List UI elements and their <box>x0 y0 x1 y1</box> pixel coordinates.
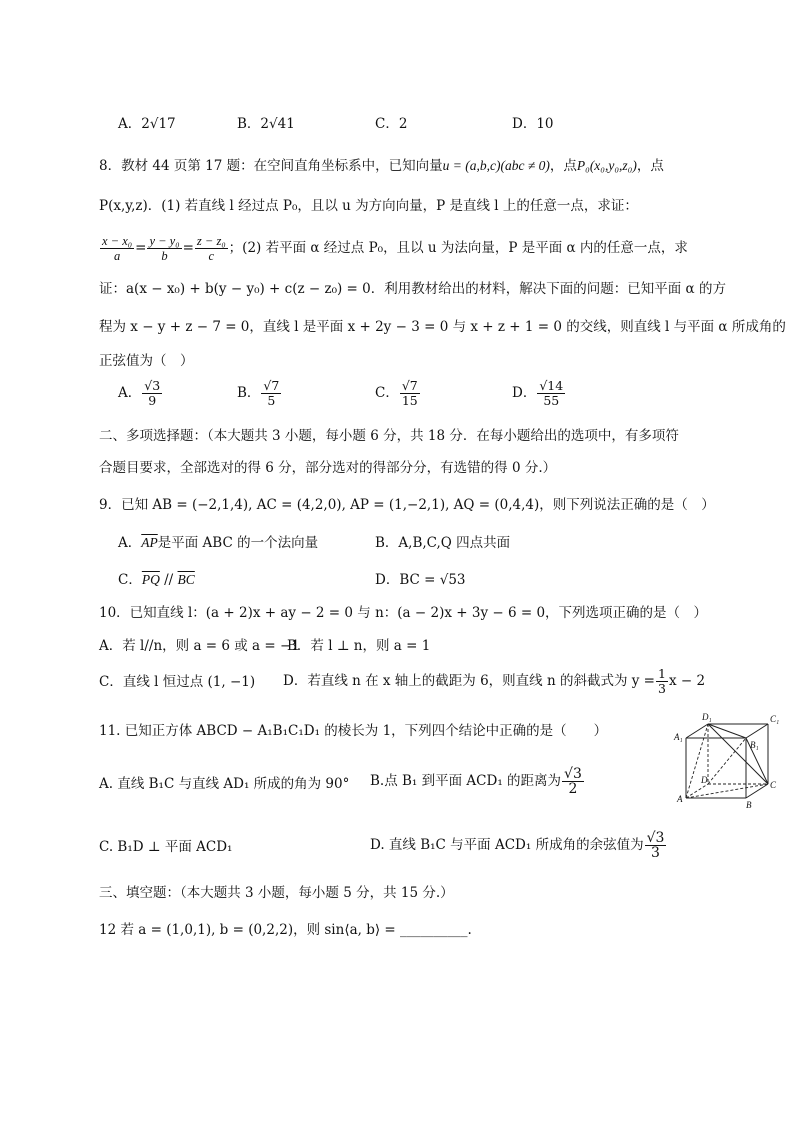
cube-label-b: B <box>746 800 752 810</box>
section2-heading-line-2: 合题目要求，全部选对的得 6 分，部分选对的得部分分，有选错的得 0 分.） <box>99 460 557 476</box>
q8-line-4: 证：a(x − x₀) + b(y − y₀) + c(z − z₀) = 0．利用教材给出的材料，解决下面的问题：已知平面 α 的方 <box>99 281 726 297</box>
q9-vector-ap: $\overline{AP}$ <box>141 535 158 550</box>
q11-option-b: B.点 B₁ 到平面 ACD₁ 的距离为 $\frac{√3}{2}$ <box>370 766 582 797</box>
q8-fraction-y: $\frac{\text{y − y₀}}{b}$ <box>149 234 180 263</box>
cube-figure <box>672 710 784 812</box>
q8-line-1 <box>99 157 664 175</box>
cube-label-b1: B₁ <box>750 740 759 750</box>
q8-option-b: B． $\frac{√7}{5}$ <box>237 378 280 408</box>
q12-text: 12 若 a = (1,0,1), b = (0,2,2)，则 sin⟨a, b⟩ = __________. <box>99 922 472 938</box>
q9-vector-bc: $\overline{BC}$ <box>177 572 195 587</box>
q9-stem: 9．已知 AB = (−2,1,4), AC = (4,2,0), AP = (1,−2,1), AQ = (0,4,4)，则下列说法正确的是（ ） <box>99 497 715 513</box>
q8-option-c-fraction: $\frac{√7}{15}$ <box>401 378 418 408</box>
q8-fraction-z: $\frac{\text{z − z₀}}{c}$ <box>196 234 226 263</box>
q11-option-d: D. 直线 B₁C 与平面 ACD₁ 所成角的余弦值为 $\frac{√3}{3}$ <box>370 830 665 861</box>
q8-line-3: $\frac{\text{x − x₀}}{a}$ = $\frac{\text{y − y₀}}{b}$ = $\frac{\text{z − z₀}}{c}$ ；(2) 若平面 α 经过点 P₀，且以 u 为法向量，P 是平面 α 内的任意一点，求 <box>102 234 688 263</box>
q8-line-6: 正弦值为（ ） <box>99 353 194 369</box>
q10-option-d-fraction: $\frac{1}{3}$ <box>657 666 666 696</box>
cube-label-a1: A₁ <box>674 732 683 742</box>
q10-stem: 10．已知直线 l：(a + 2)x + ay − 2 = 0 与 n：(a − 2)x + 3y − 6 = 0，下列选项正确的是（ ） <box>99 605 708 621</box>
q8-option-a: A． $\frac{√3}{9}$ <box>118 378 161 408</box>
cube-label-c: C <box>770 780 777 790</box>
q10-option-a: A．若 l//n，则 a = 6 或 a = −1 <box>99 638 300 654</box>
q10-option-b: B．若 l ⊥ n，则 a = 1 <box>287 638 431 654</box>
q11-stem: 11. 已知正方体 ABCD − A₁B₁C₁D₁ 的棱长为 1，下列四个结论中正确的是（ ） <box>99 723 608 739</box>
q9-option-b: B．A,B,C,Q 四点共面 <box>375 535 511 551</box>
section2-heading-line-1: 二、多项选择题：（本大题共 3 小题，每小题 6 分，共 18 分．在每小题给出的选项中，有多项符 <box>99 428 679 444</box>
q9-option-d: D．BC = √53 <box>375 572 466 588</box>
cube-label-d1: D₁ <box>702 712 712 722</box>
q8-line-2: P(x,y,z)．(1) 若直线 l 经过点 P₀，且以 u 为方向向量，P 是直线 l 上的任意一点，求证： <box>99 198 638 214</box>
q11-option-c: C. B₁D ⊥ 平面 ACD₁ <box>99 839 233 855</box>
q8-fraction-x: $\frac{\text{x − x₀}}{a}$ <box>102 234 133 263</box>
q8-option-d: D． $\frac{√14}{55}$ <box>512 378 564 408</box>
q8-point-p0: P₀(x₀,y₀,z₀) <box>576 158 637 173</box>
q9-vector-pq: $\overline{PQ}$ <box>141 572 160 587</box>
cube-label-a: A <box>677 794 683 804</box>
q8-option-c: C． $\frac{√7}{15}$ <box>375 378 418 408</box>
q8-line-5: 程为 x − y + z − 7 = 0，直线 l 是平面 x + 2y − 3 = 0 与 x + z + 1 = 0 的交线，则直线 l 与平面 α 所成角的 <box>99 319 786 335</box>
q11-option-a: A. 直线 B₁C 与直线 AD₁ 所成的角为 90° <box>99 776 350 792</box>
q8-line1-a: 8．教材 44 页第 17 题：在空间直角坐标系中，已知向量 <box>99 158 443 174</box>
q7-option-b: B．2√41 <box>237 116 295 132</box>
q8-line1-c: ，点 <box>636 158 664 174</box>
q8-line3-rest: ；(2) 若平面 α 经过点 P₀，且以 u 为法向量，P 是平面 α 内的任意一点，求 <box>228 240 688 256</box>
q7-option-c: C．2 <box>375 116 408 132</box>
q8-vector-u: u = (a,b,c)(abc ≠ 0) <box>442 158 550 173</box>
q11-option-b-fraction: $\frac{√3}{2}$ <box>564 766 582 797</box>
q9-option-a: A．$\overline{AP}$是平面 ABC 的一个法向量 <box>118 535 319 551</box>
cube-label-d: D <box>701 775 708 785</box>
q8-line1-b: ，点 <box>549 158 577 174</box>
q9-option-c: C．$\overline{PQ} // \overline{BC}$ <box>118 572 195 588</box>
q7-option-a: A．2√17 <box>118 116 176 132</box>
cube-label-c1: C₁ <box>770 714 780 724</box>
q7-option-d: D．10 <box>512 116 554 132</box>
q11-option-d-fraction: $\frac{√3}{3}$ <box>646 830 665 861</box>
q8-option-d-fraction: $\frac{√14}{55}$ <box>539 378 564 408</box>
section3-heading: 三、填空题：（本大题共 3 小题，每小题 5 分，共 15 分.） <box>99 885 454 901</box>
q8-option-a-fraction: $\frac{√3}{9}$ <box>144 378 161 408</box>
q10-option-d: D．若直线 n 在 x 轴上的截距为 6，则直线 n 的斜截式为 y = $\frac{1}{3}$ x − 2 <box>283 666 706 696</box>
q8-option-b-fraction: $\frac{√7}{5}$ <box>263 378 280 408</box>
q10-option-c: C．直线 l 恒过点 (1, −1) <box>99 674 256 690</box>
